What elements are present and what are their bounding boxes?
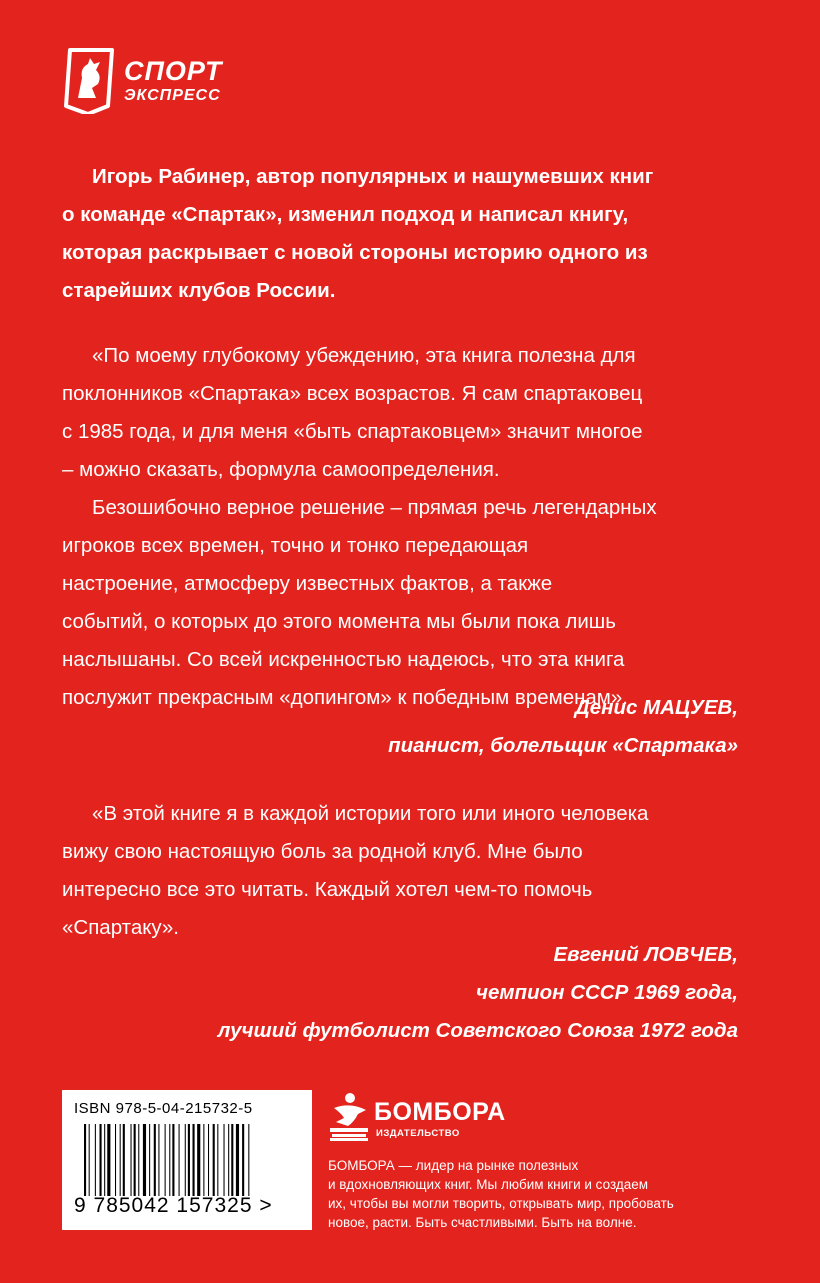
barcode-bar [89, 1124, 90, 1196]
text-line: событий, о которых до этого момента мы были пока лишь [62, 610, 616, 633]
barcode-digits: 9 785042 157325 > [74, 1194, 273, 1217]
author-name: Евгений ЛОВЧЕВ, [553, 943, 738, 966]
text-line: «По моему глубокому убеждению, эта книга полезна для [92, 344, 636, 367]
text-line: «В этой книге я в каждой истории того или иного человека [92, 802, 649, 825]
barcode-bar [213, 1124, 215, 1196]
text-line: Игорь Рабинер, автор популярных и нашумевших книг [92, 165, 654, 188]
barcode-bar [115, 1124, 116, 1196]
author-role: лучший футболист Советского Союза 1972 года [217, 1019, 738, 1042]
text-line: новое, расти. Быть счастливыми. Быть на волне. [328, 1215, 637, 1230]
quote-matsuev-attribution [62, 689, 738, 765]
barcode-bar [143, 1124, 146, 1196]
barcode-bar [193, 1124, 195, 1196]
barcode-bar [149, 1124, 150, 1196]
barcode-bar [197, 1124, 200, 1196]
logo-line2: ЭКСПРЕСС [124, 87, 221, 104]
text-line: с 1985 года, и для меня «быть спартаковцем» значит многое [62, 420, 643, 443]
text-line: игроков всех времен, точно и тонко передающая [62, 534, 529, 557]
barcode-bar [224, 1124, 225, 1196]
author-role: чемпион СССР 1969 года, [476, 981, 738, 1004]
barcode-bar [104, 1124, 105, 1196]
barcode-bar [248, 1124, 249, 1196]
text-line: старейших клубов России. [62, 279, 336, 302]
text-line: наслышаны. Со всей искренностью надеюсь, что эта книга [62, 648, 625, 671]
barcode-bar [158, 1124, 159, 1196]
barcode-bar [107, 1124, 110, 1196]
sport-express-logo [62, 48, 242, 116]
text-line: Безошибочно верное решение – прямая речь легендарных [92, 496, 657, 519]
barcode-bars [84, 1124, 290, 1196]
text-line: интересно все это читать. Каждый хотел чем-то помочь [62, 878, 593, 901]
barcode-bar [95, 1124, 96, 1196]
text-line: которая раскрывает с новой стороны историю одного из [62, 241, 648, 264]
text-line: «Спартаку». [62, 916, 179, 939]
barcode-bar [120, 1124, 121, 1196]
quote-lovchev [62, 795, 752, 947]
quote-lovchev-attribution [62, 936, 738, 1050]
barcode-bar [228, 1124, 229, 1196]
barcode-bar [100, 1124, 102, 1196]
barcode-bar [242, 1124, 244, 1196]
barcode-bar [172, 1124, 174, 1196]
text-line: настроение, атмосферу известных фактов, а также [62, 572, 553, 595]
barcode-bar [179, 1124, 180, 1196]
text-line: БОМБОРА — лидер на рынке полезных [328, 1158, 579, 1173]
publisher-name: БОМБОРА [374, 1098, 506, 1126]
text-line: о команде «Спартак», изменил подход и написал книгу, [62, 203, 629, 226]
barcode-bar [84, 1124, 86, 1196]
barcode-bar [217, 1124, 218, 1196]
barcode-box [62, 1090, 312, 1230]
barcode-bar [154, 1124, 156, 1196]
author-name: Денис МАЦУЕВ, [574, 696, 738, 719]
text-line: вижу свою настоящую боль за родной клуб. Мне было [62, 840, 583, 863]
barcode-bar [123, 1124, 125, 1196]
logo-line1: СПОРТ [124, 56, 223, 86]
barcode-bar [134, 1124, 136, 1196]
barcode-bar [165, 1124, 166, 1196]
barcode-bar [169, 1124, 170, 1196]
text-line: их, чтобы вы могли творить, открывать мир, пробовать [328, 1196, 674, 1211]
lead-paragraph [62, 158, 752, 310]
barcode-bar [188, 1124, 190, 1196]
rooster-shield-icon [62, 48, 114, 114]
author-role: пианист, болельщик «Спартака» [388, 734, 738, 757]
barcode-bar [203, 1124, 204, 1196]
publisher-sub: ИЗДАТЕЛЬСТВО [376, 1128, 460, 1139]
barcode-bar [131, 1124, 132, 1196]
text-line: поклонников «Спартака» всех возрастов. Я сам спартаковец [62, 382, 643, 405]
barcode-bar [231, 1124, 233, 1196]
text-line: послужит прекрасным «допингом» к победным временам». [62, 686, 629, 709]
barcode-bar [208, 1124, 209, 1196]
barcode-bar [185, 1124, 186, 1196]
text-line: – можно сказать, формула самоопределения. [62, 458, 500, 481]
bombora-figure-icon [328, 1092, 370, 1142]
barcode-bar [236, 1124, 239, 1196]
barcode-bar [138, 1124, 139, 1196]
text-line: и вдохновляющих книг. Мы любим книги и создаем [328, 1177, 649, 1192]
publisher-description [328, 1156, 748, 1232]
quote-matsuev [62, 337, 752, 717]
bombora-logo [328, 1092, 506, 1142]
isbn-text: ISBN 978-5-04-215732-5 [74, 1100, 253, 1117]
